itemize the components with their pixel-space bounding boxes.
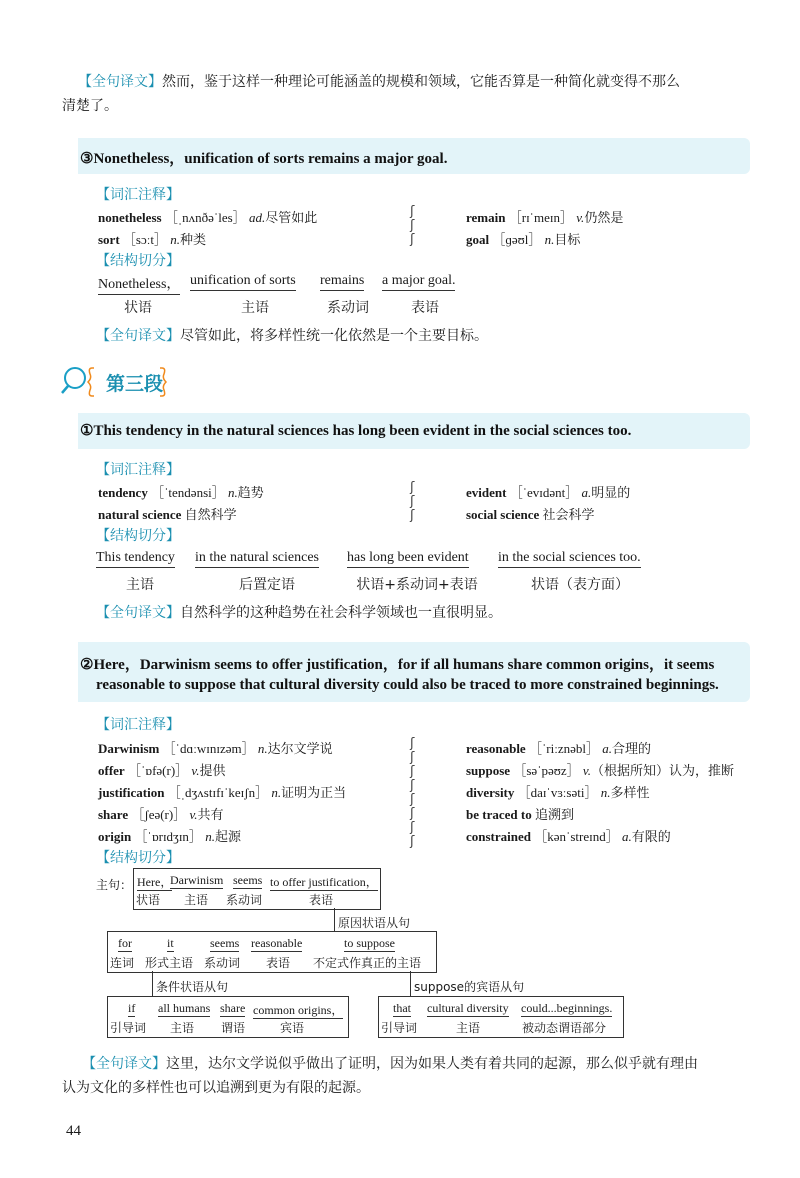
vocab-item: social science 社会科学: [466, 507, 595, 522]
vocab-item: evident ［ˈevɪdənt］ a.明显的: [466, 485, 631, 500]
segment-label: 状语+系动词+表语: [356, 577, 478, 593]
diagram-word: if: [128, 1001, 136, 1015]
segment-label: 表语: [411, 300, 439, 316]
divider-squiggle: ʃ ʃ ʃ ʃ ʃ ʃ ʃ ʃ: [410, 736, 415, 849]
vocab-item: remain ［rɪˈmeɪn］ v.仍然是: [466, 210, 624, 225]
diagram-label: 表语: [309, 893, 334, 907]
diagram-word: to suppose: [344, 936, 395, 950]
sentence-translation: 【全句译文】这里，达尔文学说似乎做出了证明，因为如果人类有着共同的起源，那么似乎就有理由: [82, 1056, 698, 1072]
diagram-label: 表语: [266, 956, 291, 970]
segment: in the natural sciences: [195, 550, 319, 568]
segment: This tendency: [96, 550, 175, 568]
vocab-item: tendency ［ˈtendənsi］ n.趋势: [98, 485, 264, 500]
diagram-label: 状语: [136, 893, 161, 907]
translation-line-1: 然而，鉴于这样一种理论可能涵盖的规模和领域，它能否算是一种简化就变得不那么: [162, 74, 680, 90]
translation-line-2: 认为文化的多样性也可以追溯到更为有限的起源。: [62, 1080, 370, 1096]
section-heading: [60, 362, 200, 402]
segment-label: 状语（表方面）: [531, 577, 629, 593]
diagram-word: share: [220, 1001, 246, 1015]
sentence-1: ①This tendency in the natural sciences has long been evident in the social sciences too.: [80, 423, 632, 439]
diagram-word: it: [167, 936, 174, 950]
vocab-item: justification ［ˌdʒʌstɪfɪˈkeɪʃn］ n.证明为正当: [98, 785, 347, 800]
sentence-2-line-2: reasonable to suppose that cultural diversity could also be traced to more constrained beginnings.: [96, 677, 719, 693]
diagram-word: seems: [210, 936, 240, 950]
sentence-3: ③Nonetheless，unification of sorts remains a major goal.: [80, 151, 448, 167]
diagram-label: 系动词: [204, 956, 241, 970]
section-title: 第三段: [106, 373, 164, 395]
segment: Nonetheless，: [98, 273, 180, 295]
vocab-item: Darwinism ［ˈdɑːwɪnɪzəm］ n.达尔文学说: [98, 741, 333, 756]
divider-squiggle: ʃ ʃ ʃ: [410, 480, 415, 523]
diagram-label: 引导词: [110, 1021, 147, 1035]
segment: has long been evident: [347, 550, 469, 568]
diagram-label: 形式主语: [145, 956, 194, 970]
diagram-word: Darwinism: [170, 873, 224, 887]
vocab-item: reasonable ［ˈriːznəbl］ a.合理的: [466, 741, 652, 756]
diagram-word: cultural diversity: [427, 1001, 509, 1015]
vocab-item: natural science 自然科学: [98, 507, 237, 522]
structure-tag: 【结构切分】: [96, 253, 180, 269]
diagram-word: for: [118, 936, 132, 950]
segment: a major goal.: [382, 273, 455, 291]
translation-tag: 【全句译文】: [78, 74, 162, 90]
vocab-tag: 【词汇注释】: [96, 717, 180, 733]
vocab-item: sort ［sɔːt］ n.种类: [98, 232, 206, 247]
divider-squiggle: ʃ ʃ ʃ: [410, 204, 415, 247]
diagram-connector: [152, 971, 153, 997]
vocab-item: offer ［ˈɒfə(r)］ v.提供: [98, 763, 226, 778]
diagram-connector: [410, 971, 411, 997]
diagram-word: seems: [233, 873, 263, 887]
main-clause-box: [133, 868, 381, 910]
diagram-word: could...beginnings.: [521, 1001, 613, 1015]
vocab-item: be traced to 追溯到: [466, 807, 574, 822]
diagram-word: Here，: [137, 875, 173, 889]
diagram-word: to offer justification，: [270, 875, 378, 889]
diagram-label: 主语: [184, 893, 209, 907]
vocab-item: nonetheless ［ˌnʌnðəˈles］ ad.尽管如此: [98, 210, 318, 225]
that-clause-box: [378, 996, 624, 1038]
vocab-item: suppose ［səˈpəʊz］ v.（根据所知）认为，推断: [466, 763, 734, 778]
condition-clause-note: 条件状语从句: [156, 980, 229, 994]
vocab-item: origin ［ˈɒrɪdʒɪn］ n.起源: [98, 829, 241, 844]
structure-tag: 【结构切分】: [96, 528, 180, 544]
segment-label: 主语: [241, 300, 269, 316]
vocab-tag: 【词汇注释】: [96, 187, 180, 203]
vocab-item: share ［ʃeə(r)］ v.共有: [98, 807, 224, 822]
page-number: 44: [66, 1123, 81, 1139]
diagram-label: 不定式作真正的主语: [313, 956, 422, 970]
vocab-item: diversity ［daɪˈvɜːsəti］ n.多样性: [466, 785, 650, 800]
diagram-connector: [334, 908, 335, 932]
diagram-word: all humans: [158, 1001, 211, 1015]
vocab-tag: 【词汇注释】: [96, 462, 180, 478]
vocab-item: constrained ［kənˈstreɪnd］ a.有限的: [466, 829, 671, 844]
diagram-label: 连词: [110, 956, 135, 970]
segment: in the social sciences too.: [498, 550, 641, 568]
segment-label: 状语: [124, 300, 152, 316]
diagram-word: reasonable: [251, 936, 303, 950]
sentence-translation: 【全句译文】尽管如此，将多样性统一化依然是一个主要目标。: [96, 328, 488, 344]
top-translation: [78, 70, 778, 94]
diagram-label: 主语: [170, 1021, 195, 1035]
diagram-label: 系动词: [226, 893, 263, 907]
for-clause-box: [107, 931, 437, 973]
diagram-word: that: [393, 1001, 411, 1015]
segment-label: 主语: [126, 577, 154, 593]
diagram-label: 引导词: [381, 1021, 418, 1035]
translation-line-2: 清楚了。: [62, 98, 118, 114]
diagram-label: 主语: [456, 1021, 481, 1035]
if-clause-box: [107, 996, 349, 1038]
sentence-2-line-1: ②Here，Darwinism seems to offer justification，for if all humans share common origins，it seems: [80, 657, 715, 673]
diagram-word: common origins，: [253, 1003, 344, 1017]
sentence-translation: 【全句译文】自然科学的这种趋势在社会科学领域也一直很明显。: [96, 605, 502, 621]
main-clause-label: 主句：: [96, 878, 133, 892]
diagram-label: 宾语: [280, 1021, 305, 1035]
segment-label: 系动词: [327, 300, 369, 316]
structure-tag: 【结构切分】: [96, 850, 180, 866]
reason-clause-note: 原因状语从句: [338, 916, 411, 930]
object-clause-note: suppose的宾语从句: [414, 980, 525, 994]
segment: unification of sorts: [190, 273, 296, 291]
segment: remains: [320, 273, 364, 291]
diagram-label: 谓语: [221, 1021, 246, 1035]
diagram-label: 被动态谓语部分: [522, 1021, 607, 1035]
vocab-item: goal ［ɡəʊl］ n.目标: [466, 232, 581, 247]
segment-label: 后置定语: [239, 577, 295, 593]
